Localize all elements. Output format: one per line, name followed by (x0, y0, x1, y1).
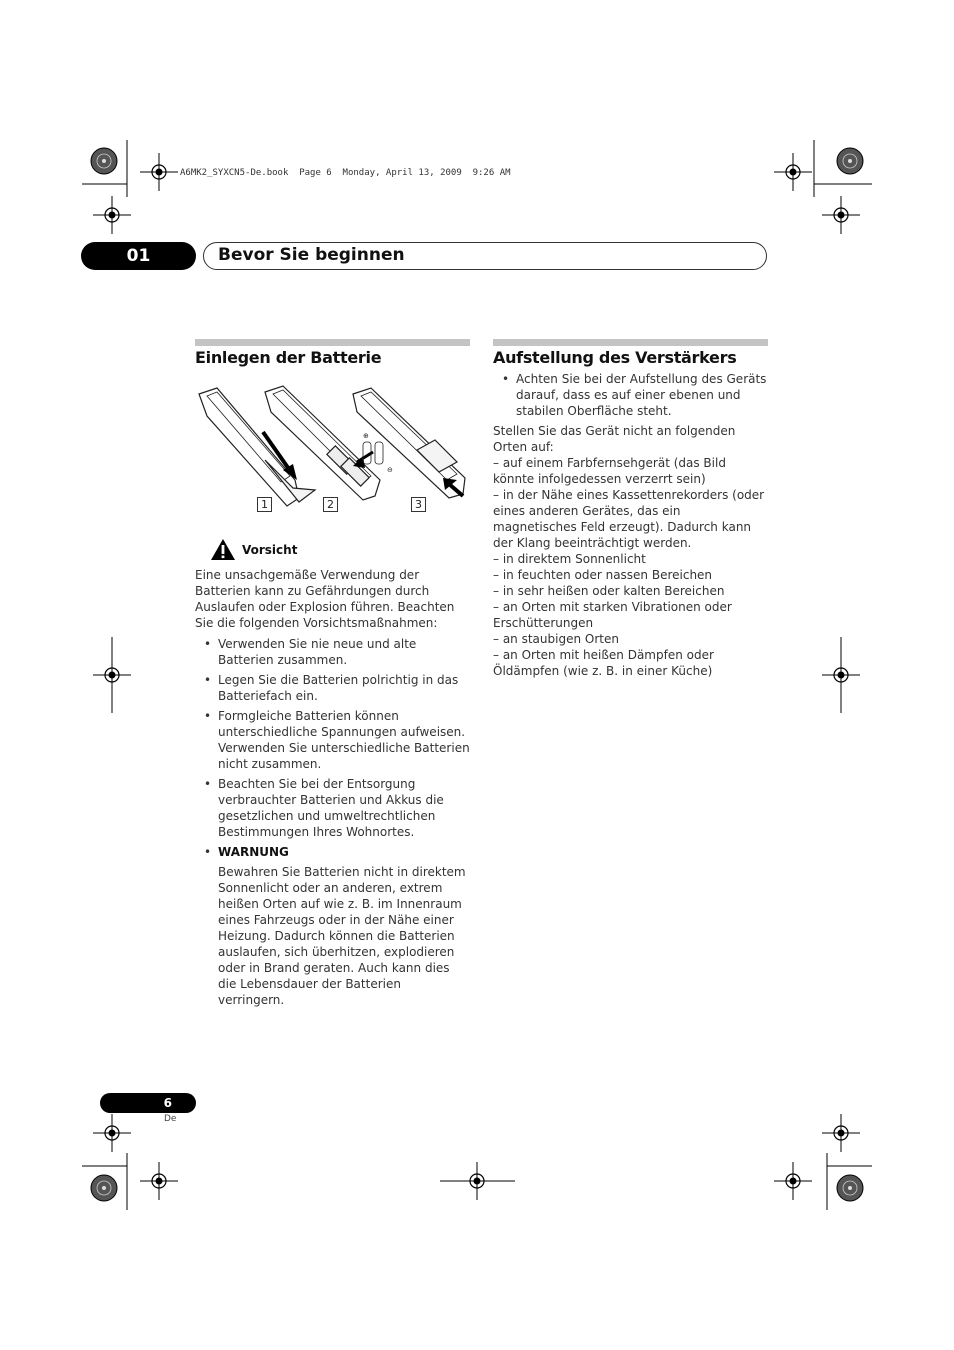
list-item: – in der Nähe eines Kassettenrekorders (oder eines anderen Gerätes, das ein magnetisches Feld erzeugt). Dadurch kann der Klang beeinträchtigt werden. (493, 488, 765, 550)
caution-label: Vorsicht (242, 542, 298, 557)
warning-item (195, 844, 470, 1008)
list-item: – an staubigen Orten (493, 632, 619, 646)
list-item: • Formgleiche Batterien können unterschiedliche Spannungen aufweisen. Verwenden Sie unterschiedliche Batterien nicht zusammen. (195, 708, 470, 772)
chapter-number: 01 (81, 242, 196, 270)
warning-label: WARNUNG (218, 845, 289, 859)
list-item: – in feuchten oder nassen Bereichen (493, 568, 713, 582)
warning-text: Bewahren Sie Batterien nicht in direktem Sonnenlicht oder an anderen, extrem heißen Orten auf wie z. B. im Innenraum eines Fahrzeugs oder in der Nähe einer Heizung. Dadurch können die Batterien auslaufen, sich überhitzen, explodieren oder in Brand geraten. Auch kann dies die Lebensdauer der Batterien verringern. (218, 865, 466, 1007)
list-item: • Verwenden Sie nie neue und alte Batterien zusammen. (195, 636, 470, 668)
list-item: • Beachten Sie bei der Entsorgung verbrauchter Batterien und Akkus die gesetzlichen und umweltrechtlichen Bestimmungen Ihres Wohnortes. (195, 776, 470, 840)
list-item: – in sehr heißen oder kalten Bereichen (493, 584, 725, 598)
svg-text:⊕: ⊕ (363, 432, 369, 440)
caution-heading (210, 538, 297, 561)
warning-triangle-icon (210, 538, 236, 561)
list-item: – auf einem Farbfernsehgerät (das Bild könnte infolgedessen verzerrt sein) (493, 456, 726, 486)
step-2-label: 2 (323, 497, 338, 512)
caution-bullet-list (195, 636, 470, 1012)
section-title-aufstellung: Aufstellung des Verstärkers (493, 348, 737, 367)
placement-locations-list (493, 455, 768, 679)
chapter-title: Bevor Sie beginnen (203, 242, 767, 270)
list-item: • Achten Sie bei der Aufstellung des Geräts darauf, dass es auf einer ebenen und stabilen Oberfläche steht. (493, 371, 768, 419)
caution-intro: Eine unsachgemäße Verwendung der Batterien kann zu Gefährdungen durch Auslaufen oder Explosion führen. Beachten Sie die folgenden Vorsichtsmaßnahmen: (195, 568, 455, 630)
step-3-label: 3 (411, 497, 426, 512)
page-number: 6 (100, 1093, 196, 1113)
step-1-label: 1 (257, 497, 272, 512)
page-language: De (164, 1114, 177, 1124)
svg-text:⊖: ⊖ (387, 466, 393, 474)
placement-intro: Stellen Sie das Gerät nicht an folgenden Orten auf: (493, 424, 736, 454)
section-bar-right (493, 339, 768, 346)
list-item: • Legen Sie die Batterien polrichtig in das Batteriefach ein. (195, 672, 470, 704)
placement-bullet-list (493, 371, 768, 423)
section-title-batterie: Einlegen der Batterie (195, 348, 382, 367)
section-bar-left (195, 339, 470, 346)
list-item: – in direktem Sonnenlicht (493, 552, 646, 566)
print-info-line: A6MK2_SYXCN5-De.book Page 6 Monday, April 13, 2009 9:26 AM (180, 168, 511, 178)
list-item: – an Orten mit starken Vibrationen oder Erschütterungen (493, 600, 732, 630)
list-item: – an Orten mit heißen Dämpfen oder Öldämpfen (wie z. B. in einer Küche) (493, 648, 714, 678)
